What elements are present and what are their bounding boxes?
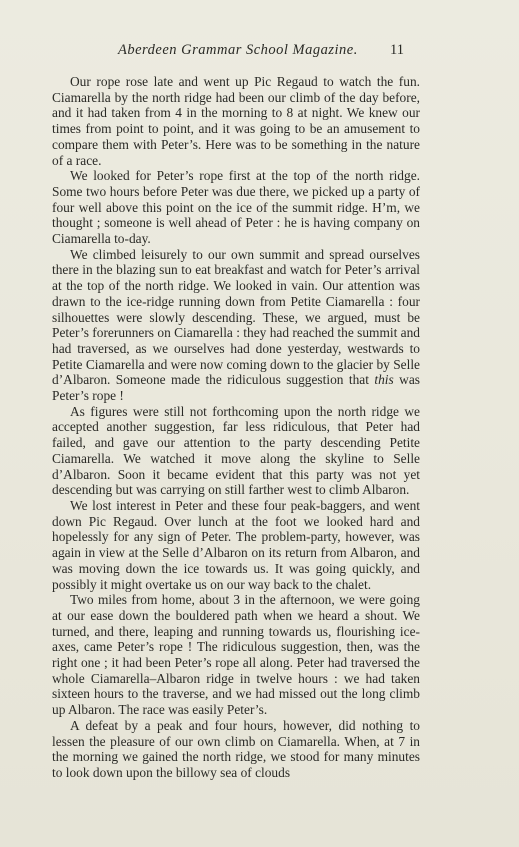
paragraph: Two miles from home, about 3 in the afternoon, we were going at our ease down the bouldered path when we heard a shout. We turned, and there, leaping and running towards us, flourishing ice-axes, came Peter’s rope ! The ridiculous suggestion, then, was the right one ; it had been Peter’s rope all along. Peter had traversed the whole Ciamarella–Albaron ridge in twelve hours : we had taken sixteen hours to the traverse, and we had missed out the long climb up Albaron. The race was easily Peter’s. bbox=[52, 592, 420, 718]
paragraph: We lost interest in Peter and these four peak-baggers, and went down Pic Regaud. Over lunch at the foot we looked hard and hopelessly for any sign of Peter. The problem-party, however, was again in view at the Selle d’Albaron on its return from Albaron, and was moving down the ice towards us. It was going quickly, and possibly it might overtake us on our way back to the chalet. bbox=[52, 497, 420, 592]
running-head: Aberdeen Grammar School Magazine. bbox=[118, 42, 358, 58]
emphasis-text: this bbox=[374, 372, 394, 388]
paragraph: Our rope rose late and went up Pic Regaud to watch the fun. Ciamarella by the north ridge had been our climb of the day before, and it had taken from 4 in the morning to 8 at night. We knew our times from point to point, and it was going to be an amusement to compare them with Peter’s. Here was to be something in the nature of a race. bbox=[52, 74, 420, 168]
paragraph-text: We climbed leisurely to our own summit and spread ourselves there in the blazing sun to eat breakfast and watch for Peter’s arrival at the top of the north ridge. We looked in vain. Our attention was drawn to the ice-ridge running down from Petite Ciamarella : four silhouettes were slowly descending. These, we argued, must be Peter’s forerunners on Ciamarella : they had reached the summit and had traversed, as we ourselves had done yesterday, westwards to Petite Ciamarella and were now coming down to the glacier by Selle d’Albaron. Someone made the ridiculous suggestion that bbox=[52, 246, 420, 388]
paragraph: We looked for Peter’s rope first at the top of the north ridge. Some two hours before Peter was due there, we picked up a party of four well above this point on the ice of the summit ridge. H’m, we thought ; someone is well ahead of Peter : he is having company on Ciamarella to-day. bbox=[52, 168, 420, 247]
article-body bbox=[52, 74, 420, 781]
page-header bbox=[52, 42, 404, 62]
paragraph bbox=[52, 247, 420, 404]
page-number: 11 bbox=[390, 42, 404, 58]
paragraph-text: was Peter’s rope ! bbox=[52, 372, 420, 404]
paragraph: A defeat by a peak and four hours, however, did nothing to lessen the pleasure of our own climb on Ciamarella. When, at 7 in the morning we gained the north ridge, we stood for many minutes to look down upon the billowy sea of clouds bbox=[52, 717, 420, 780]
paragraph: As figures were still not forthcoming upon the north ridge we accepted another suggestion, far less ridiculous, that Peter had failed, and gave our attention to the party descending Petite Ciamarella. We watched it move along the skyline to Selle d’Albaron. Soon it became evident that this party was not yet descending but was carrying on still farther west to climb Albaron. bbox=[52, 403, 420, 498]
